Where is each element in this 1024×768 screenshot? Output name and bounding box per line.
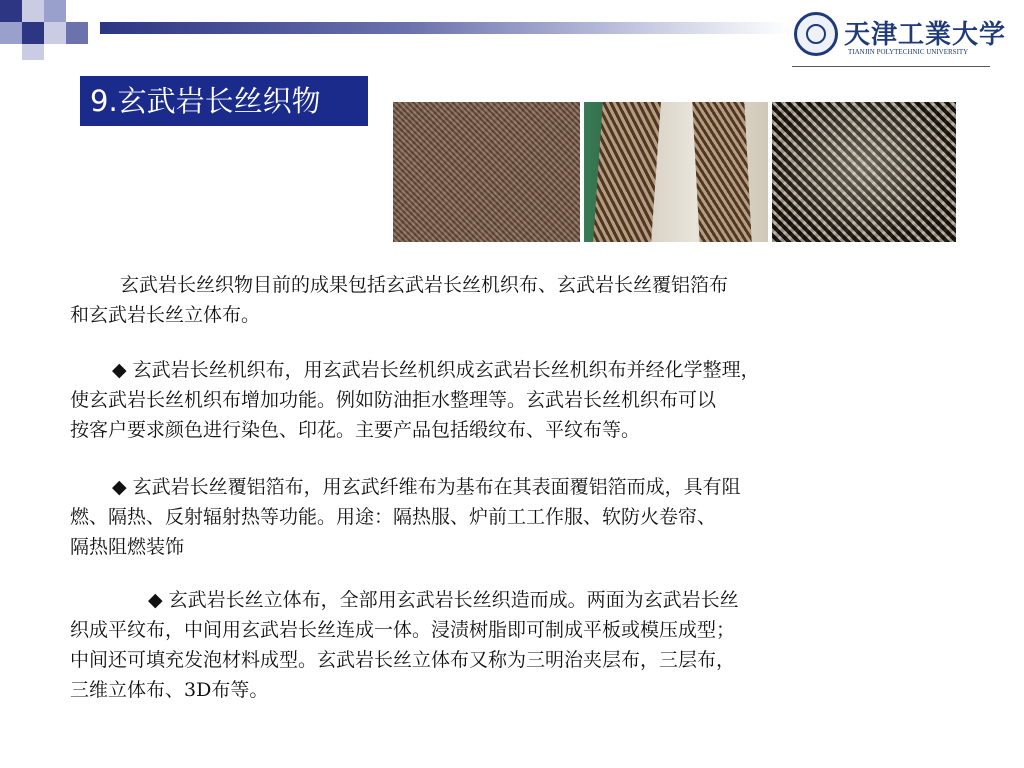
basalt-fabric-macro-image — [772, 102, 956, 242]
aluminum-foil-line: ◆ 玄武岩长丝覆铝箔布，用玄武纤维布为基布在其表面覆铝箔而成，具有阻 — [112, 476, 741, 498]
3d-fabric-line: 织成平纹布，中间用玄武岩长丝连成一体。浸渍树脂即可制成平板或模压成型； — [70, 619, 736, 641]
slide-title: 9.玄武岩长丝织物 — [80, 76, 368, 126]
woven-fabric-line: ◆ 玄武岩长丝机织布，用玄武岩长丝机织成玄武岩长丝机织布并经化学整理， — [112, 359, 760, 381]
woven-fabric-paragraph — [70, 355, 970, 445]
aluminum-foil-line: 燃、隔热、反射辐射热等功能。用途：隔热服、炉前工工作服、软防火卷帘、 — [70, 506, 717, 528]
header-gradient-bar — [100, 22, 790, 34]
3d-fabric-line: 三维立体布、3D布等。 — [70, 679, 269, 701]
intro-line: 和玄武岩长丝立体布。 — [70, 304, 261, 326]
3d-fabric-line: ◆ 玄武岩长丝立体布，全部用玄武岩长丝织造而成。两面为玄武岩长丝 — [148, 589, 739, 611]
aluminum-foil-fabric-paragraph — [70, 472, 970, 562]
3d-fabric-line: 中间还可填充发泡材料成型。玄武岩长丝立体布又称为三明治夹层布，三层布， — [70, 649, 736, 671]
university-logo — [792, 10, 1007, 70]
university-emblem-icon — [794, 12, 838, 56]
woven-fabric-line: 使玄武岩长丝机织布增加功能。例如防油拒水整理等。玄武岩长丝机织布可以 — [70, 389, 717, 411]
basalt-woven-fabric-image — [393, 102, 580, 242]
3d-fabric-paragraph — [70, 585, 970, 705]
university-name-cn: 天津工業大学 — [844, 20, 1007, 50]
basalt-braided-ropes-image — [584, 102, 768, 242]
corner-decoration — [0, 0, 100, 60]
intro-paragraph — [70, 270, 970, 330]
university-name-en: TIANJIN POLYTECHNIC UNIVERSITY — [848, 48, 969, 56]
woven-fabric-line: 按客户要求颜色进行染色、印花。主要产品包括缎纹布、平纹布等。 — [70, 419, 641, 441]
logo-underline — [792, 66, 990, 67]
intro-line: 玄武岩长丝织物目前的成果包括玄武岩长丝机织布、玄武岩长丝覆铝箔布 — [120, 274, 729, 296]
aluminum-foil-line: 隔热阻燃装饰 — [70, 536, 185, 558]
